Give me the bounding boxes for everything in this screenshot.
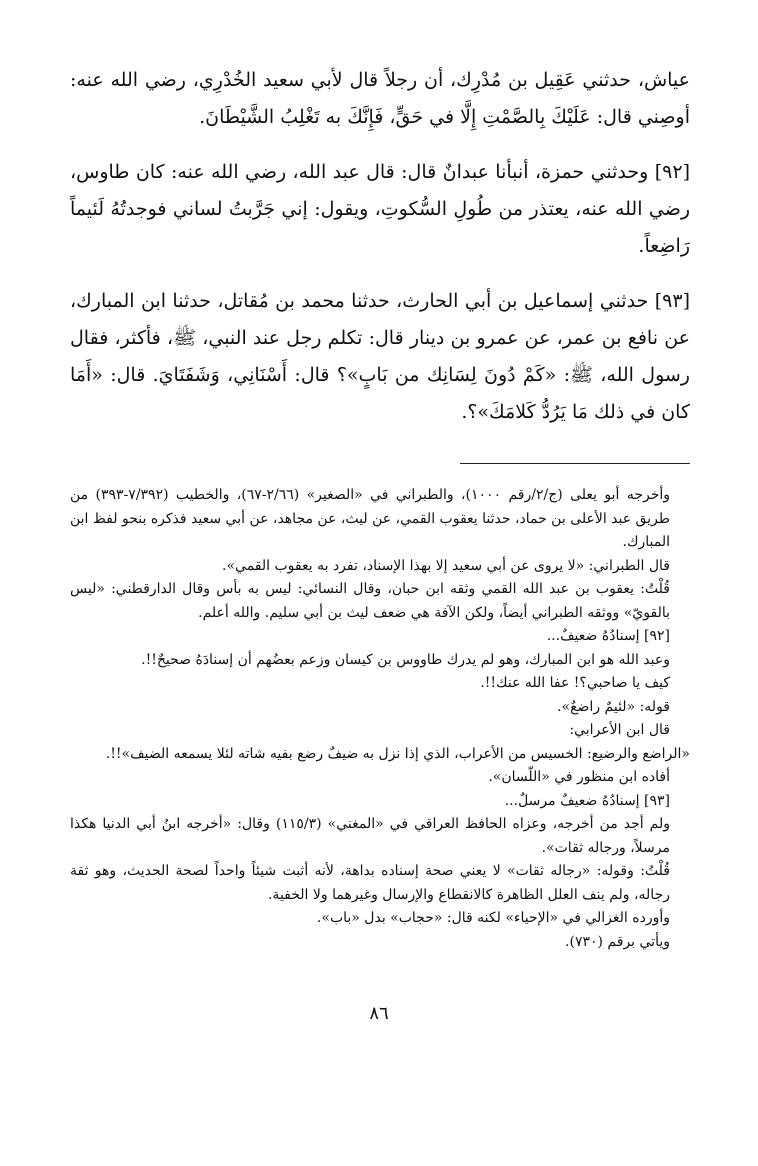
footnote-line: ولم أجد من أخرجه، وعزاه الحافظ العراقي في «المغني» (١١٥/٣) وقال: «أخرجه ابنُ أبي الدنيا هكذا مرسلاً، ورجاله ثقات». xyxy=(70,816,670,856)
footnote-line: كيف يا صاحبي؟! عفا الله عنك!!. xyxy=(480,675,670,691)
hadith-paragraph-92: [٩٢] وحدثني حمزة، أنبأنا عبدانٌ قال: قال عبد الله، رضي الله عنه: كان طاوس، رضي الله عنه، يعتذر من طُولِ السُّكوتِ، ويقول: إني جَرَّبتُ لساني فوجدتُهُ لَئيماً رَاضِعاً. xyxy=(70,161,690,257)
footnote-line: قال الطبراني: «لا يروى عن أبي سعيد إلا بهذا الإسناد، تفرد به يعقوب القمي». xyxy=(222,557,670,574)
footnote-line: وأخرجه أبو يعلى (ج/٢/رقم ١٠٠٠)، والطبراني في «الصغير» (٢/٦٦-٦٧)، والخطيب (٧/٣٩٢-٣٩٣) من طريق عبد الأعلى بن حماد، حدثنا يعقوب القمي، عن ليث، عن مجاهد، عن أبي سعيد فذكره بنحو لفظ ابن المبارك. xyxy=(70,487,671,550)
page-number: ٨٦ xyxy=(369,1003,389,1024)
footnote-line: [٩٣] إسنادُهُ ضعيفٌ مرسلٌ... xyxy=(504,792,670,809)
footnote-line: أفاده ابن منظور في «اللّسان». xyxy=(488,769,670,785)
footnote-line: وعبد الله هو ابن المبارك، وهو لم يدرك طاووس بن كيسان وزعم بعضُهم أن إسنادَهُ صحيحٌ!!. xyxy=(141,651,670,668)
footnote-line: «الراضع والرضيع: الخسيس من الأعراب، الذي إذا نزل به ضيفٌ رضع بفيه شاته لئلا يسمعه الضيف»!!. xyxy=(105,745,690,762)
footnote-line: قال ابن الأعرابي: xyxy=(569,722,670,738)
footnotes xyxy=(70,484,690,954)
footnote-line: وأورده الغزالي في «الإحياء» لكنه قال: «حجاب» بدل «باب». xyxy=(316,910,670,926)
main-text xyxy=(70,62,690,431)
hadith-paragraph-93: [٩٣] حدثني إسماعيل بن أبي الحارث، حدثنا محمد بن مُقاتل، حدثنا ابن المبارك، عن نافع بن عمر، عن عمرو بن دينار قال: تكلم رجل عند النبي، ﷺ، فأكثر، فقال رسول الله، ﷺ: «كَمْ دُونَ لِسَانِك من بَابٍ»؟ قال: أَسْنَانِي، وَشَفَتَايَ. قال: «أَمَا كان في ذلك مَا يَرُدُّ كَلامَكَ»؟. xyxy=(70,290,690,423)
footnote-line: قوله: «لئيمٌ راضعٌ». xyxy=(557,698,670,715)
footnote-line: قُلْتُ: وقوله: «رجاله ثقات» لا يعني صحة إسناده بداهة، لأنه أثبت شيئاً واحداً لصحة الحديث، وهو ثقة رجاله، ولم ينف العلل الظاهرة كالانقطاع والإرسال وغيرهما ولا الخفية. xyxy=(70,863,670,903)
page-content xyxy=(70,62,690,954)
footnote-line: [٩٢] إسنادُهُ ضعيفٌ... xyxy=(546,628,670,644)
footnote-line: ويأتي برقم (٧٣٠). xyxy=(565,933,670,950)
footnote-line: قُلْتُ: يعقوب بن عبد الله القمي وثقه ابن حبان، وقال النسائي: ليس به بأس وقال الدارقطني: «ليس بالقويّ» ووثقه الطبراني أيضاً، ولكن الآفة هي ضعف ليث بن أبي سليم. والله أعلم. xyxy=(70,581,670,621)
footnote-separator xyxy=(460,463,690,464)
hadith-paragraph-91-end: عياش، حدثني عَقِيل بن مُدْرِك، أن رجلاً قال لأبي سعيد الخُدْرِي، رضي الله عنه: أوصِني قال: عَلَيْكَ بِالصَّمْتِ إِلَّا في حَقٍّ، فَإِنَّكَ به تَغْلِبُ الشَّيْطَانَ. xyxy=(70,69,690,128)
